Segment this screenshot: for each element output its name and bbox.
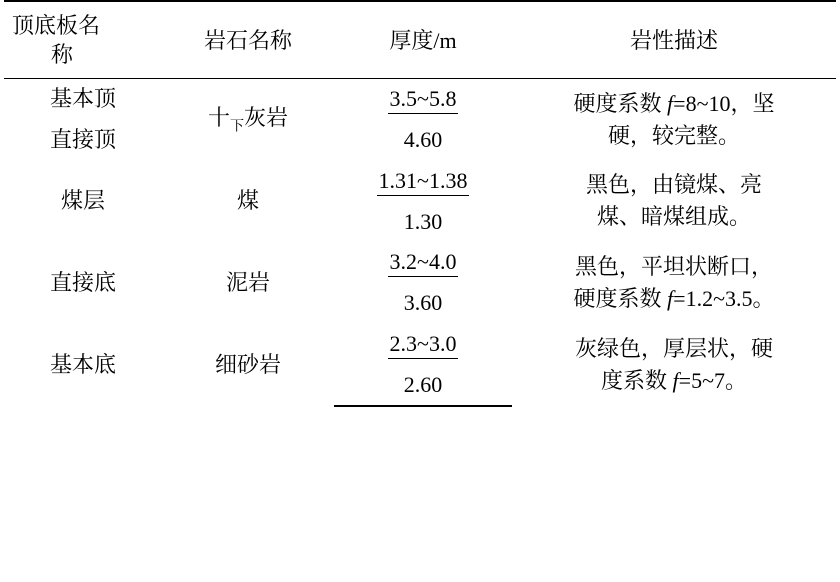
cell-description (512, 161, 836, 243)
description-line (516, 283, 832, 315)
table-body (4, 79, 836, 407)
description-line (516, 120, 832, 152)
description-text: 煤、暗煤组成。 (596, 204, 751, 230)
cell-description (512, 79, 836, 161)
header-position-line2: 称 (50, 42, 73, 68)
roof-floor-strata-table (4, 0, 836, 407)
thickness-average-value: 2.60 (403, 371, 443, 397)
coefficient-symbol: f (667, 285, 674, 311)
header-position-line1: 顶底板名 (12, 13, 101, 38)
rock-name-base: 十 (207, 104, 230, 130)
rock-name-rest: 灰岩 (244, 104, 289, 130)
cell-thickness-range (334, 79, 512, 120)
cell-position: 基本顶 (49, 86, 116, 112)
cell-thickness-average (334, 283, 512, 324)
coefficient-symbol: f (667, 90, 674, 116)
cell-position: 直接顶 (49, 127, 116, 153)
coefficient-symbol: f (672, 367, 679, 393)
description-line (516, 88, 832, 120)
rock-name-base: 泥岩 (225, 269, 270, 295)
cell-thickness-average (334, 120, 512, 161)
thickness-average-value: 3.60 (403, 290, 443, 316)
header-cell-thickness: 厚度/m (334, 1, 512, 79)
thickness-average-value: 1.30 (403, 208, 443, 234)
cell-description (512, 242, 836, 324)
thickness-average-value: 4.60 (403, 127, 443, 153)
rock-name-base: 细砂岩 (214, 351, 281, 377)
cell-rock-name (162, 324, 334, 407)
description-text: 硬度系数 (573, 90, 668, 116)
cell-rock-name (162, 79, 334, 161)
description-text: 度系数 (601, 367, 673, 393)
table-row (4, 161, 836, 202)
table-row (4, 79, 836, 120)
thickness-range-value: 3.5~5.8 (388, 86, 459, 114)
cell-position: 直接底 (49, 269, 116, 295)
description-text: 硬，较完整。 (607, 122, 740, 148)
cell-thickness-range (334, 161, 512, 202)
thickness-range-value: 1.31~1.38 (377, 168, 470, 196)
cell-thickness-average (334, 202, 512, 243)
cell-position: 煤层 (60, 188, 105, 214)
thickness-range-value: 3.2~4.0 (388, 249, 459, 277)
table-row (4, 324, 836, 365)
description-text-post: =5~7。 (678, 367, 747, 393)
rock-name-subscript: 下 (230, 118, 244, 134)
description-line (516, 365, 832, 397)
description-text: 硬度系数 (573, 285, 668, 311)
table-header (4, 1, 836, 79)
cell-thickness-range (334, 242, 512, 283)
description-line (516, 333, 832, 365)
cell-description (512, 324, 836, 407)
cell-position: 基本底 (49, 351, 116, 377)
table-row (4, 242, 836, 283)
description-text: 灰绿色，厚层状，硬 (574, 336, 773, 362)
cell-rock-name (162, 242, 334, 324)
description-text-post: =8~10，坚 (673, 90, 775, 116)
cell-thickness-range (334, 324, 512, 365)
header-cell-position (4, 1, 162, 79)
rock-name-base: 煤 (236, 188, 259, 214)
description-line (516, 169, 832, 201)
description-line (516, 201, 832, 233)
description-text-post: =1.2~3.5。 (673, 285, 775, 311)
table-header-row (4, 1, 836, 79)
thickness-range-value: 2.3~3.0 (388, 331, 459, 359)
header-cell-rock-name: 岩石名称 (162, 1, 334, 79)
cell-thickness-average (334, 365, 512, 407)
description-text: 黑色，由镜煤、亮 (585, 172, 762, 198)
header-cell-description: 岩性描述 (512, 1, 836, 79)
cell-rock-name (162, 161, 334, 243)
description-text: 黑色，平坦状断口， (574, 254, 773, 280)
description-line (516, 251, 832, 283)
